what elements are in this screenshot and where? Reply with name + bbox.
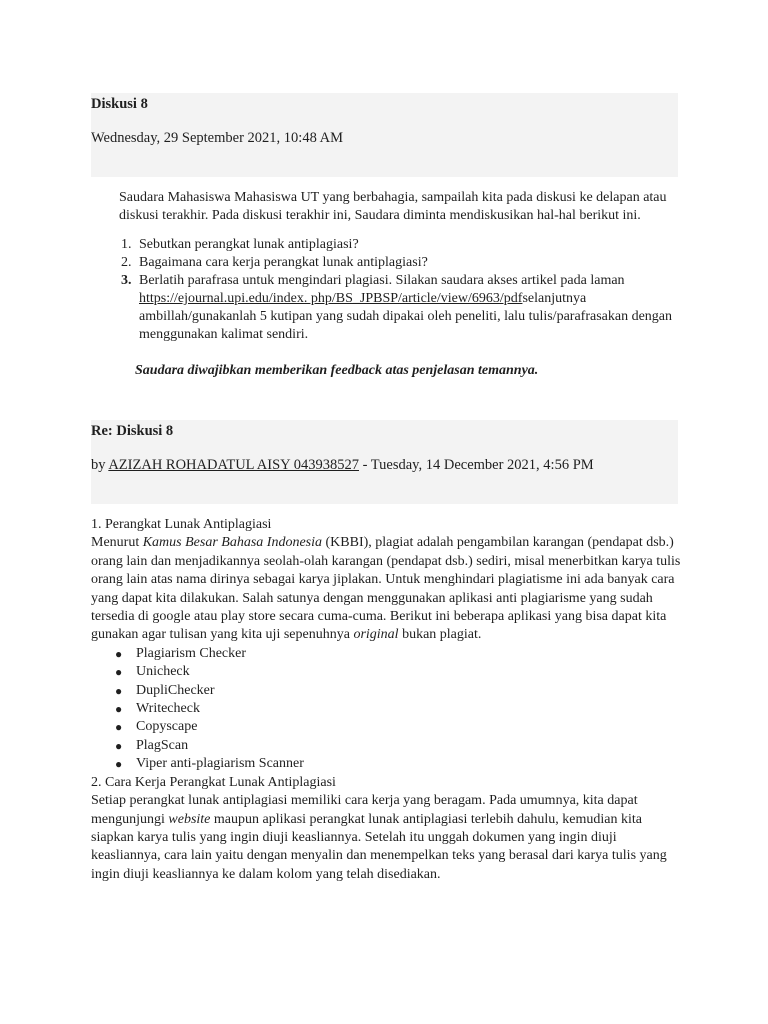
tool-item: ● Writecheck xyxy=(136,700,681,718)
bullet-icon: ● xyxy=(115,738,123,753)
reply-body xyxy=(91,516,681,884)
discussion-title: Diskusi 8 xyxy=(91,96,148,112)
discussion-date: Wednesday, 29 September 2021, 10:48 AM xyxy=(91,130,344,146)
bullet-icon: ● xyxy=(115,757,123,772)
bullet-icon: ● xyxy=(115,720,123,735)
tool-list xyxy=(91,645,681,774)
tool-item: ● Plagiarism Checker xyxy=(136,645,681,663)
section1-heading: 1. Perangkat Lunak Antiplagiasi xyxy=(91,517,272,532)
section2-paragraph: Setiap perangkat lunak antiplagiasi memiliki cara kerja yang beragam. Pada umumnya, kita dapat mengunjungi website maupun aplikasi perangkat lunak antiplagiasi terlebih dahulu, kemudian kita siapkan karya tulis yang ingin diuji keasliannya. Setelah itu unggah dokumen yang ingin diuji keasliannya, cara lain yaitu dengan menyalin dan menempelkan teks yang berasal dari karya tulis yang ingin diuji keasliannya ke dalam kolom yang telah disediakan. xyxy=(91,793,667,882)
article-link[interactable]: https://ejournal.upi.edu/index. php/BS_JPBSP/article/view/6963/pdf xyxy=(139,291,523,306)
reply-title: Re: Diskusi 8 xyxy=(91,423,174,439)
intro-paragraph: Saudara Mahasiswa Mahasiswa UT yang berbahagia, sampailah kita pada diskusi ke delapan atau diskusi terakhir. Pada diskusi terakhir ini, Saudara diminta mendiskusikan hal-hal berikut ini. xyxy=(119,190,667,223)
section1-paragraph: Menurut Kamus Besar Bahasa Indonesia (KBBI), plagiat adalah pengambilan karangan (pendapat dsb.) orang lain dan menjadikannya seolah-olah karangan (pendapat dsb.) sediri, misal menerbitkan karya tulis orang lain atas nama dirinya sebagai karya jiplakan. Untuk menghindari plagiatisme ini ada banyak cara yang dapat kita dilakukan. Salah satunya dengan menggunakan aplikasi anti plagiarisme yang sudah tersedia di google atau play store secara cuma-cuma. Berikut ini beberapa aplikasi yang bisa dapat kita gunakan agar tulisan yang kita uji sepenuhnya original bukan plagiat. xyxy=(91,535,681,643)
tool-item: ● Copyscape xyxy=(136,718,681,736)
reply-header xyxy=(91,420,678,504)
section2-heading: 2. Cara Kerja Perangkat Lunak Antiplagiasi xyxy=(91,774,336,790)
discussion-intro xyxy=(119,189,679,380)
bullet-icon: ● xyxy=(115,702,123,717)
question-item: 3. Berlatih parafrasa untuk mengindari plagiasi. Silakan saudara akses artikel pada laman https://ejournal.upi.edu/index. php/BS_JPBSP/article/view/6963/pdfselanjutnya ambillah/gunakanlah 5 kutipan yang sudah dipakai oleh peneliti, lalu tulis/parafrasakan dengan menggunakan kalimat sendiri. xyxy=(135,272,679,344)
question-item: 1. Sebutkan perangkat lunak antiplagiasi? xyxy=(135,236,679,254)
tool-item: ● Viper anti-plagiarism Scanner xyxy=(136,755,681,773)
tool-item: ● DupliChecker xyxy=(136,682,681,700)
reply-author-link[interactable]: AZIZAH ROHADATUL AISY 043938527 xyxy=(108,457,359,473)
feedback-notice: Saudara diwajibkan memberikan feedback atas penjelasan temannya. xyxy=(135,363,539,378)
reply-meta: by AZIZAH ROHADATUL AISY 043938527 - Tuesday, 14 December 2021, 4:56 PM xyxy=(91,457,594,473)
discussion-header xyxy=(91,93,678,177)
question-item: 2. Bagaimana cara kerja perangkat lunak antiplagiasi? xyxy=(135,254,679,272)
bullet-icon: ● xyxy=(115,665,123,680)
reply-date: - Tuesday, 14 December 2021, 4:56 PM xyxy=(358,457,594,473)
question-list xyxy=(119,236,679,344)
bullet-icon: ● xyxy=(115,683,123,698)
bullet-icon: ● xyxy=(115,646,123,661)
tool-item: ● PlagScan xyxy=(136,737,681,755)
tool-item: ● Unicheck xyxy=(136,663,681,681)
